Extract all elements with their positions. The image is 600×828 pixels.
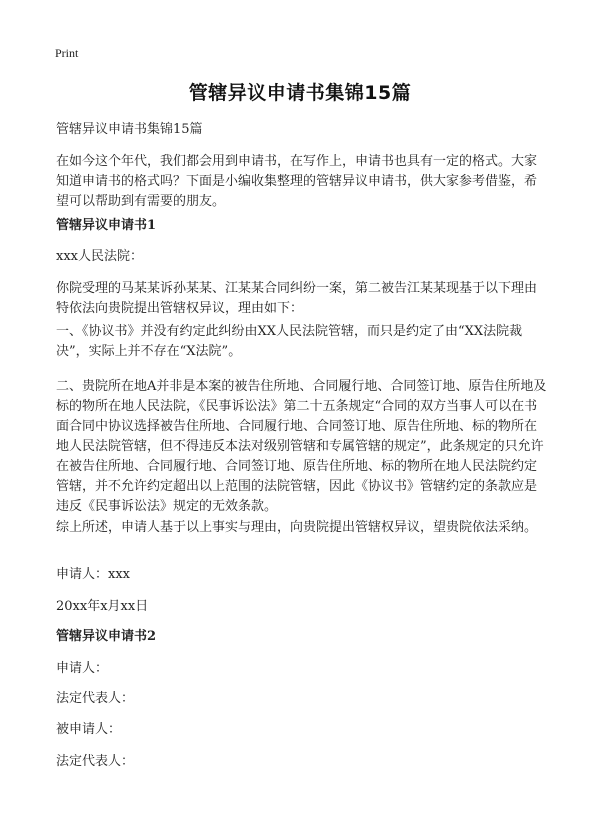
print-link[interactable]: Print [55, 46, 79, 60]
intro-paragraph: 在如今这个年代，我们都会用到申请书，在写作上，申请书也具有一定的格式。大家知道申请书的格式吗？下面是小编收集整理的管辖异议申请书，供大家参考借鉴，希望可以帮助到有需要的朋友。 [56, 154, 538, 209]
section2-respondent-field: 被申请人： [56, 722, 122, 737]
section1-signature: 申请人：xxx [56, 567, 130, 582]
section1-paragraph-3: 二、贵院所在地A并非是本案的被告住所地、合同履行地、合同签订地、原告住所地及标的物所在地人民法院，《民事诉讼法》第二十五条规定“合同的双方当事人可以在书面合同中协议选择被告住所地、合同履行地、合同签订地、原告住所地、标的物所在地人民法院管辖，但不得违反本法对级别管辖和专属管辖的规定”，此条规定的只允许在被告住所地、合同履行地、合同签订地、原告住所地、标的物所在地人民法院约定管辖，并不允许约定超出以上范围的法院管辖，因此《协议书》管辖约定的条款应是违反《民事诉讼法》规定的无效条款。 [56, 379, 547, 514]
page-title: 管辖异议申请书集锦15篇 [188, 82, 412, 104]
section2-applicant-field: 申请人： [56, 661, 109, 676]
section1-date: 20xx年x月xx日 [56, 599, 149, 614]
section2-heading: 管辖异议申请书2 [56, 629, 157, 644]
section2-legal-rep-field: 法定代表人： [56, 691, 135, 706]
section2-respondent-legal-rep-field: 法定代表人： [56, 754, 135, 769]
section1-heading: 管辖异议申请书1 [56, 218, 157, 233]
section1-paragraph-1: 你院受理的马某某诉孙某某、江某某合同纠纷一案，第二被告江某某现基于以下理由特依法向贵院提出管辖权异议，理由如下： [56, 281, 538, 316]
section1-addressee: xxx人民法院： [56, 249, 143, 264]
section1-paragraph-4: 综上所述，申请人基于以上事实与理由，向贵院提出管辖权异议，望贵院依法采纳。 [56, 520, 538, 535]
section1-paragraph-2: 一、《协议书》并没有约定此纠纷由XX人民法院管辖，而只是约定了由“XX法院裁决”，实际上并不存在“X法院”。 [56, 324, 523, 359]
document-subtitle: 管辖异议申请书集锦15篇 [56, 122, 203, 137]
